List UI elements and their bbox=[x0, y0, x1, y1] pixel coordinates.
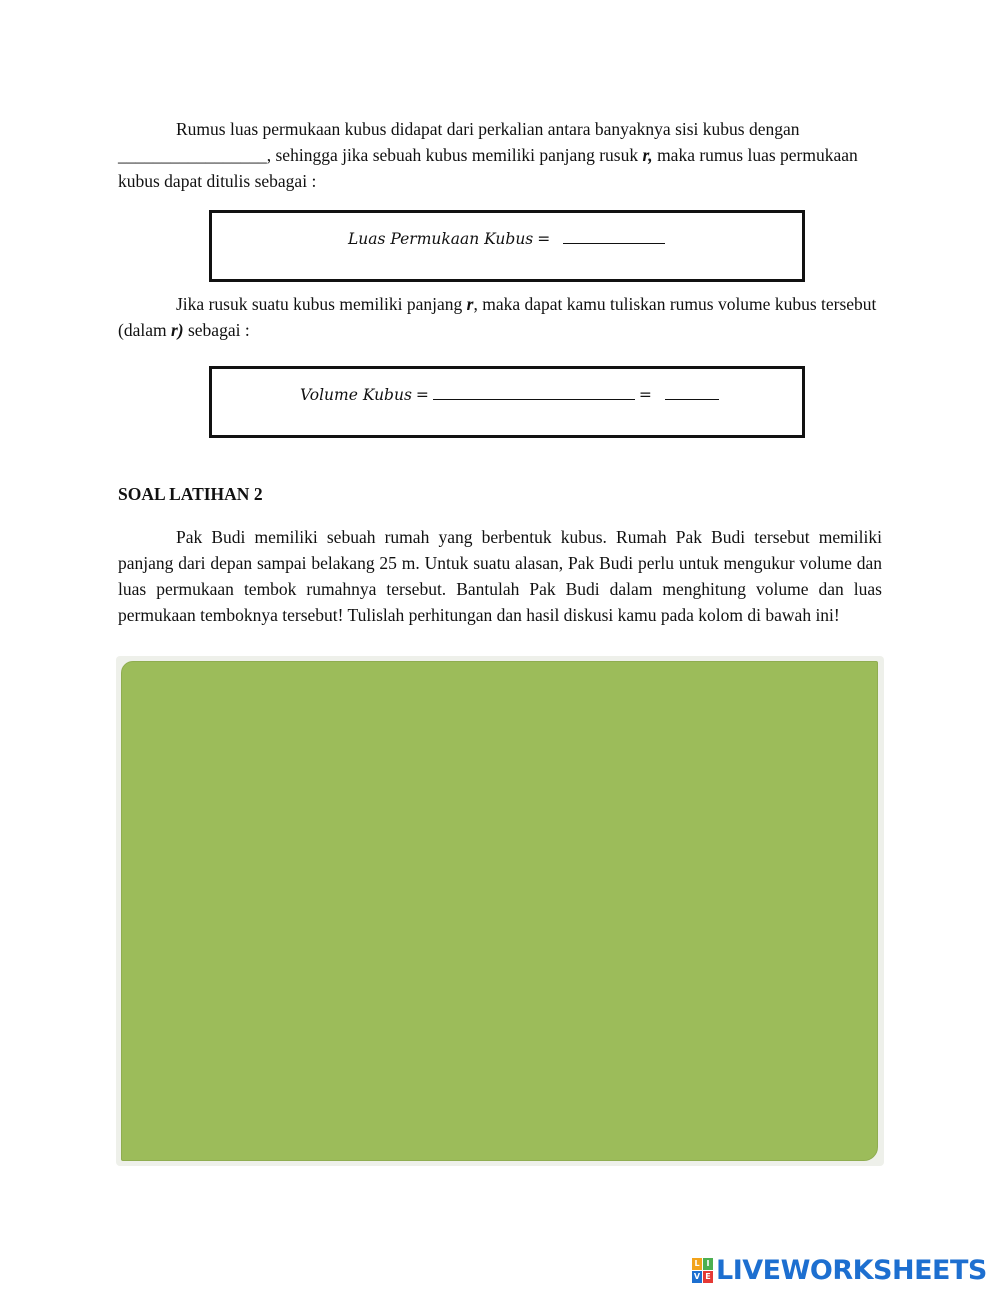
surface-area-answer-blank[interactable] bbox=[563, 227, 665, 244]
volume-answer-blank-2[interactable] bbox=[665, 383, 719, 400]
logo-grid-letter: V bbox=[693, 1272, 701, 1281]
logo-grid-letter: L bbox=[692, 1258, 702, 1270]
volume-equals-2: = bbox=[638, 386, 652, 404]
exercise-paragraph bbox=[118, 524, 882, 628]
p2-part3: sebagai : bbox=[183, 320, 250, 340]
surface-area-equals: = bbox=[537, 230, 551, 248]
p2-part1: Jika rusuk suatu kubus memiliki panjang bbox=[176, 294, 467, 314]
surface-area-formula bbox=[348, 227, 665, 248]
paragraph-volume-intro bbox=[118, 291, 882, 343]
liveworksheets-logo bbox=[692, 1256, 987, 1284]
exercise-text: Pak Budi memiliki sebuah rumah yang berbentuk kubus. Rumah Pak Budi tersebut memiliki panjang dari depan sampai belakang 25 m. Untuk suatu alasan, Pak Budi perlu untuk mengukur volume dan luas permukaan tembok rumahnya tersebut. Bantulah Pak Budi dalam menghitung volume dan luas permukaan temboknya tersebut! Tulislah perhitungan dan hasil diskusi kamu pada kolom di bawah ini! bbox=[118, 527, 882, 625]
logo-icon bbox=[692, 1258, 713, 1283]
p2-var-r: r bbox=[466, 294, 474, 314]
p2-var-r2: r) bbox=[170, 320, 184, 340]
answer-textarea[interactable] bbox=[121, 661, 878, 1161]
volume-formula-box bbox=[209, 366, 805, 438]
logo-grid-letter: I bbox=[703, 1258, 713, 1270]
volume-answer-blank-1[interactable] bbox=[433, 383, 635, 400]
volume-formula-label: Volume Kubus bbox=[300, 386, 412, 404]
paragraph-surface-area-intro bbox=[118, 116, 882, 194]
p1-blank: _________________ bbox=[118, 145, 267, 165]
volume-formula bbox=[300, 383, 719, 404]
p1-part3: maka rumus luas permukaan kubus dapat ditulis sebagai : bbox=[118, 145, 858, 191]
volume-equals: = bbox=[415, 386, 429, 404]
logo-text: LIVEWORKSHEETS bbox=[716, 1254, 987, 1286]
p1-var-r: r, bbox=[642, 145, 653, 165]
section-heading: SOAL LATIHAN 2 bbox=[118, 484, 263, 504]
p1-part2: , sehingga jika sebuah kubus memiliki panjang rusuk bbox=[266, 145, 643, 165]
p1-part1: Rumus luas permukaan kubus didapat dari perkalian antara banyaknya sisi kubus dengan bbox=[176, 119, 800, 139]
surface-area-formula-label: Luas Permukaan Kubus bbox=[348, 230, 534, 248]
surface-area-formula-box bbox=[209, 210, 805, 282]
logo-grid-letter: E bbox=[703, 1271, 713, 1283]
p2-part2: , maka dapat kamu tuliskan rumus volume kubus tersebut (dalam bbox=[118, 294, 877, 340]
